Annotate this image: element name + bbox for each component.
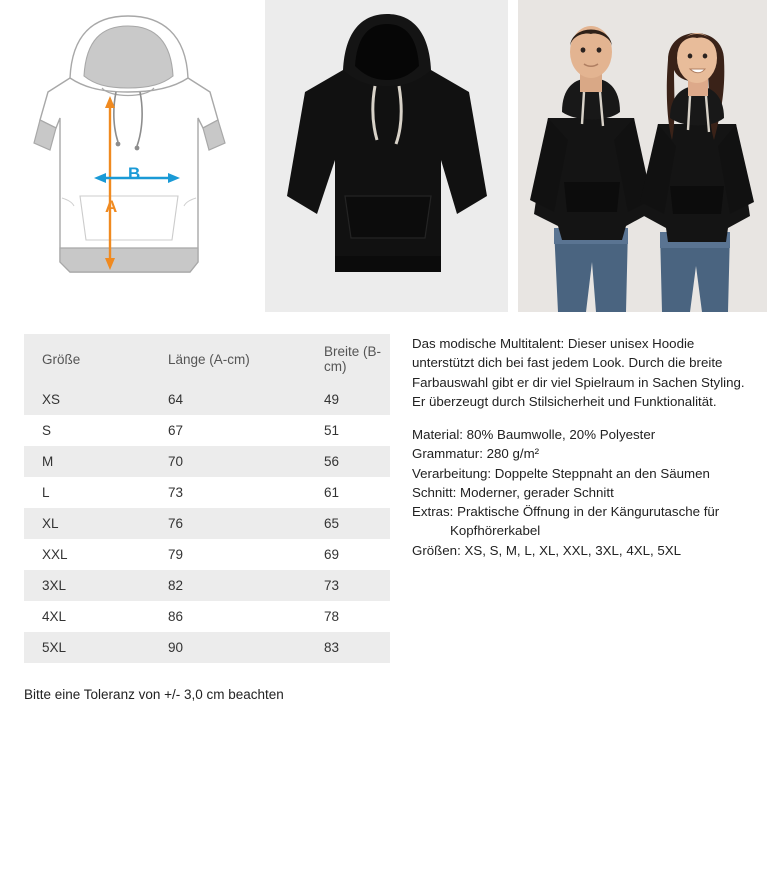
- models-wearing-hoodies-photo: [518, 0, 767, 312]
- cell-length: 67: [150, 415, 306, 446]
- product-details: [0, 312, 777, 663]
- cell-width: 51: [306, 415, 390, 446]
- table-row: [24, 477, 390, 508]
- column-header-size: Größe: [24, 334, 150, 384]
- table-row: [24, 539, 390, 570]
- cell-width: 49: [306, 384, 390, 415]
- spec-weight: Grammatur: 280 g/m²: [412, 446, 540, 462]
- product-intro-text: Das modische Multitalent: Dieser unisex Hoodie unterstützt dich bei fast jedem Look. Durch die breite Farbauswahl gibt er dir viel Spielraum in Sachen Styling. Er überzeugt durch Stilsicherheit und Funktionalität.: [412, 336, 745, 409]
- svg-text:A: A: [105, 197, 118, 216]
- cell-width: 56: [306, 446, 390, 477]
- spec-extras: Extras: Praktische Öffnung in der Kängurutasche für: [412, 504, 720, 520]
- table-row: [24, 415, 390, 446]
- cell-size: L: [24, 477, 150, 508]
- size-table-header-row: [24, 334, 390, 384]
- cell-length: 79: [150, 539, 306, 570]
- cell-length: 64: [150, 384, 306, 415]
- table-row: [24, 601, 390, 632]
- cell-length: 90: [150, 632, 306, 663]
- table-row: [24, 446, 390, 477]
- product-flat-panel: [265, 0, 508, 312]
- table-row: [24, 632, 390, 663]
- spec-sizes: Größen: XS, S, M, L, XL, XXL, 3XL, 4XL, 5XL: [412, 542, 682, 558]
- table-row: [24, 384, 390, 415]
- cell-width: 65: [306, 508, 390, 539]
- cell-size: XS: [24, 384, 150, 415]
- cell-width: 61: [306, 477, 390, 508]
- spec-cut: Schnitt: Moderner, gerader Schnitt: [412, 484, 614, 500]
- spec-material: Material: 80% Baumwolle, 20% Polyester: [412, 427, 656, 443]
- cell-width: 78: [306, 601, 390, 632]
- size-table: [24, 334, 390, 663]
- column-header-width: Breite (B-cm): [306, 334, 390, 384]
- spec-processing: Verarbeitung: Doppelte Steppnaht an den Säumen: [412, 465, 710, 481]
- cell-width: 83: [306, 632, 390, 663]
- cell-width: 69: [306, 539, 390, 570]
- description-column: [390, 334, 755, 663]
- cell-length: 76: [150, 508, 306, 539]
- table-row: [24, 508, 390, 539]
- hoodie-technical-drawing-icon: [0, 0, 255, 312]
- black-hoodie-flat-icon: [265, 0, 508, 312]
- cell-size: S: [24, 415, 150, 446]
- cell-size: XXL: [24, 539, 150, 570]
- cell-size: M: [24, 446, 150, 477]
- tolerance-note: Bitte eine Toleranz von +/- 3,0 cm beachten: [24, 687, 284, 702]
- cell-size: XL: [24, 508, 150, 539]
- table-row: [24, 570, 390, 601]
- cell-width: 73: [306, 570, 390, 601]
- cell-size: 3XL: [24, 570, 150, 601]
- product-image-strip: [0, 0, 777, 312]
- cell-length: 70: [150, 446, 306, 477]
- cell-length: 82: [150, 570, 306, 601]
- technical-drawing-panel: [0, 0, 255, 312]
- cell-length: 86: [150, 601, 306, 632]
- spec-extras-continued: Kopfhörerkabel: [450, 523, 541, 539]
- cell-size: 4XL: [24, 601, 150, 632]
- size-table-column: [0, 334, 390, 663]
- column-header-length: Länge (A-cm): [150, 334, 306, 384]
- cell-length: 73: [150, 477, 306, 508]
- models-photo-panel: [518, 0, 767, 312]
- svg-text:B: B: [128, 164, 141, 183]
- cell-size: 5XL: [24, 632, 150, 663]
